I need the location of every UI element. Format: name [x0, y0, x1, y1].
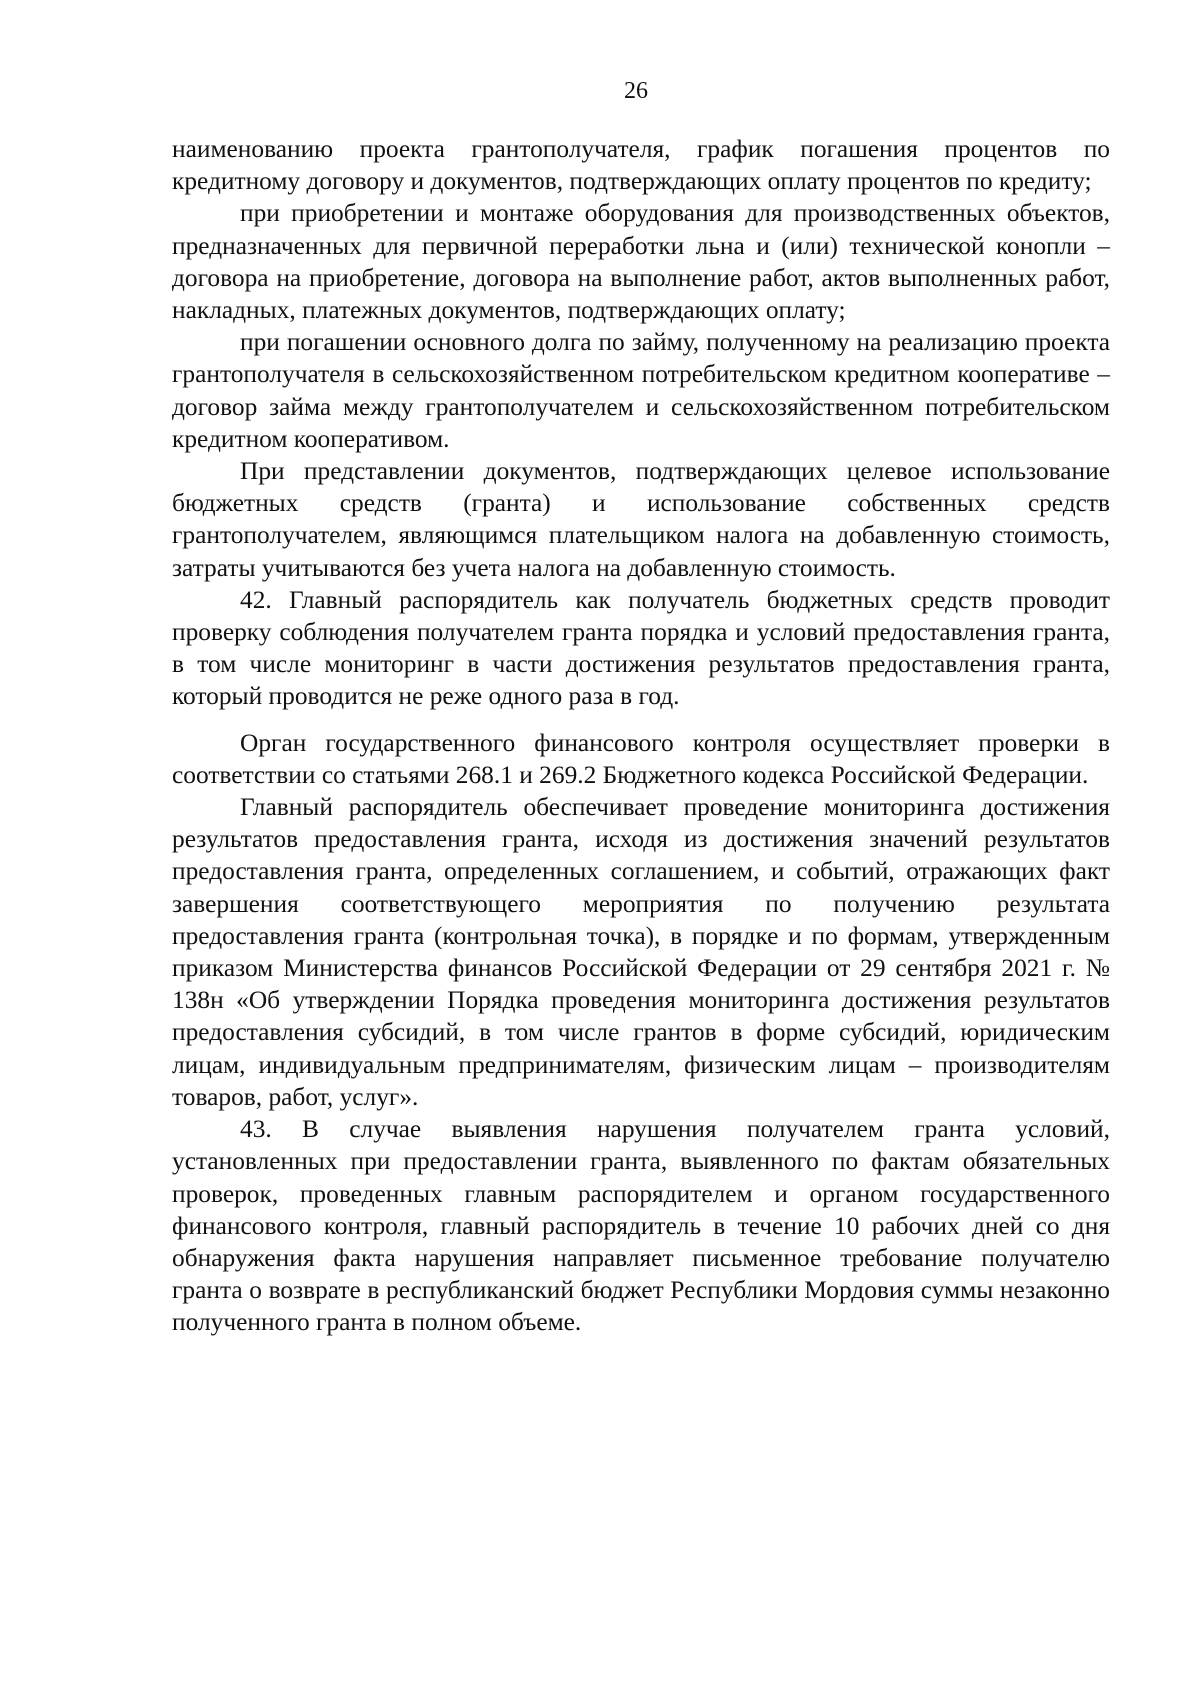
paragraph-monitoring: Главный распорядитель обеспечивает проведение мониторинга достижения результатов предоставления гранта, исходя из достижения значений результатов предоставления гранта, определенных соглашением, и событий, отражающих факт завершения соответствующего мероприятия по получению результата предоставления гранта (контрольная точка), в порядке и по формам, утвержденным приказом Министерства финансов Российской Федерации от 29 сентября 2021 г. № 138н «Об утверждении Порядка проведения мониторинга достижения результатов предоставления субсидий, в том числе грантов в форме субсидий, юридическим лицам, индивидуальным предпринимателям, физическим лицам – производителям товаров, работ, услуг».: [172, 793, 1110, 1111]
paragraph-vat: При представлении документов, подтверждающих целевое использование бюджетных средств (гранта) и использование собственных средств грантополучателем, являющимся плательщиком налога на добавленную стоимость, затраты учитываются без учета налога на добавленную стоимость.: [172, 457, 1110, 582]
paragraph-clause-43: 43. В случае выявления нарушения получателем гранта условий, установленных при предоставлении гранта, выявленного по фактам обязательных проверок, проведенных главным распорядителем и органом государственного финансового контроля, главный распорядитель в течение 10 рабочих дней со дня обнаружения факта нарушения направляет письменное требование получателю гранта о возврате в республиканский бюджет Республики Мордовия суммы незаконно полученного гранта в полном объеме.: [172, 1115, 1110, 1337]
paragraph-continuation: наименованию проекта грантополучателя, график погашения процентов по кредитному договору и документов, подтверждающих оплату процентов по кредиту;: [172, 135, 1110, 196]
page-number: 26: [624, 78, 648, 104]
paragraph-loan-repayment: при погашении основного долга по займу, полученному на реализацию проекта грантополучателя в сельскохозяйственном потребительском кредитном кооперативе – договор займа между грантополучателем и сельскохозяйственном потребительском кредитном кооперативом.: [172, 328, 1110, 453]
paragraph-equipment-purchase: при приобретении и монтаже оборудования для производственных объектов, предназначенных для первичной переработки льна и (или) технической конопли – договора на приобретение, договора на выполнение работ, актов выполненных работ, накладных, платежных документов, подтверждающих оплату;: [172, 199, 1110, 325]
paragraph-clause-42: 42. Главный распорядитель как получатель бюджетных средств проводит проверку соблюдения получателем гранта порядка и условий предоставления гранта, в том числе мониторинг в части достижения результатов предоставления гранта, который проводится не реже одного раза в год.: [172, 585, 1110, 711]
paragraph-financial-control: Орган государственного финансового контроля осуществляет проверки в соответствии со статьями 268.1 и 269.2 Бюджетного кодекса Российской Федерации.: [172, 728, 1110, 789]
document-body: [172, 133, 1110, 1339]
